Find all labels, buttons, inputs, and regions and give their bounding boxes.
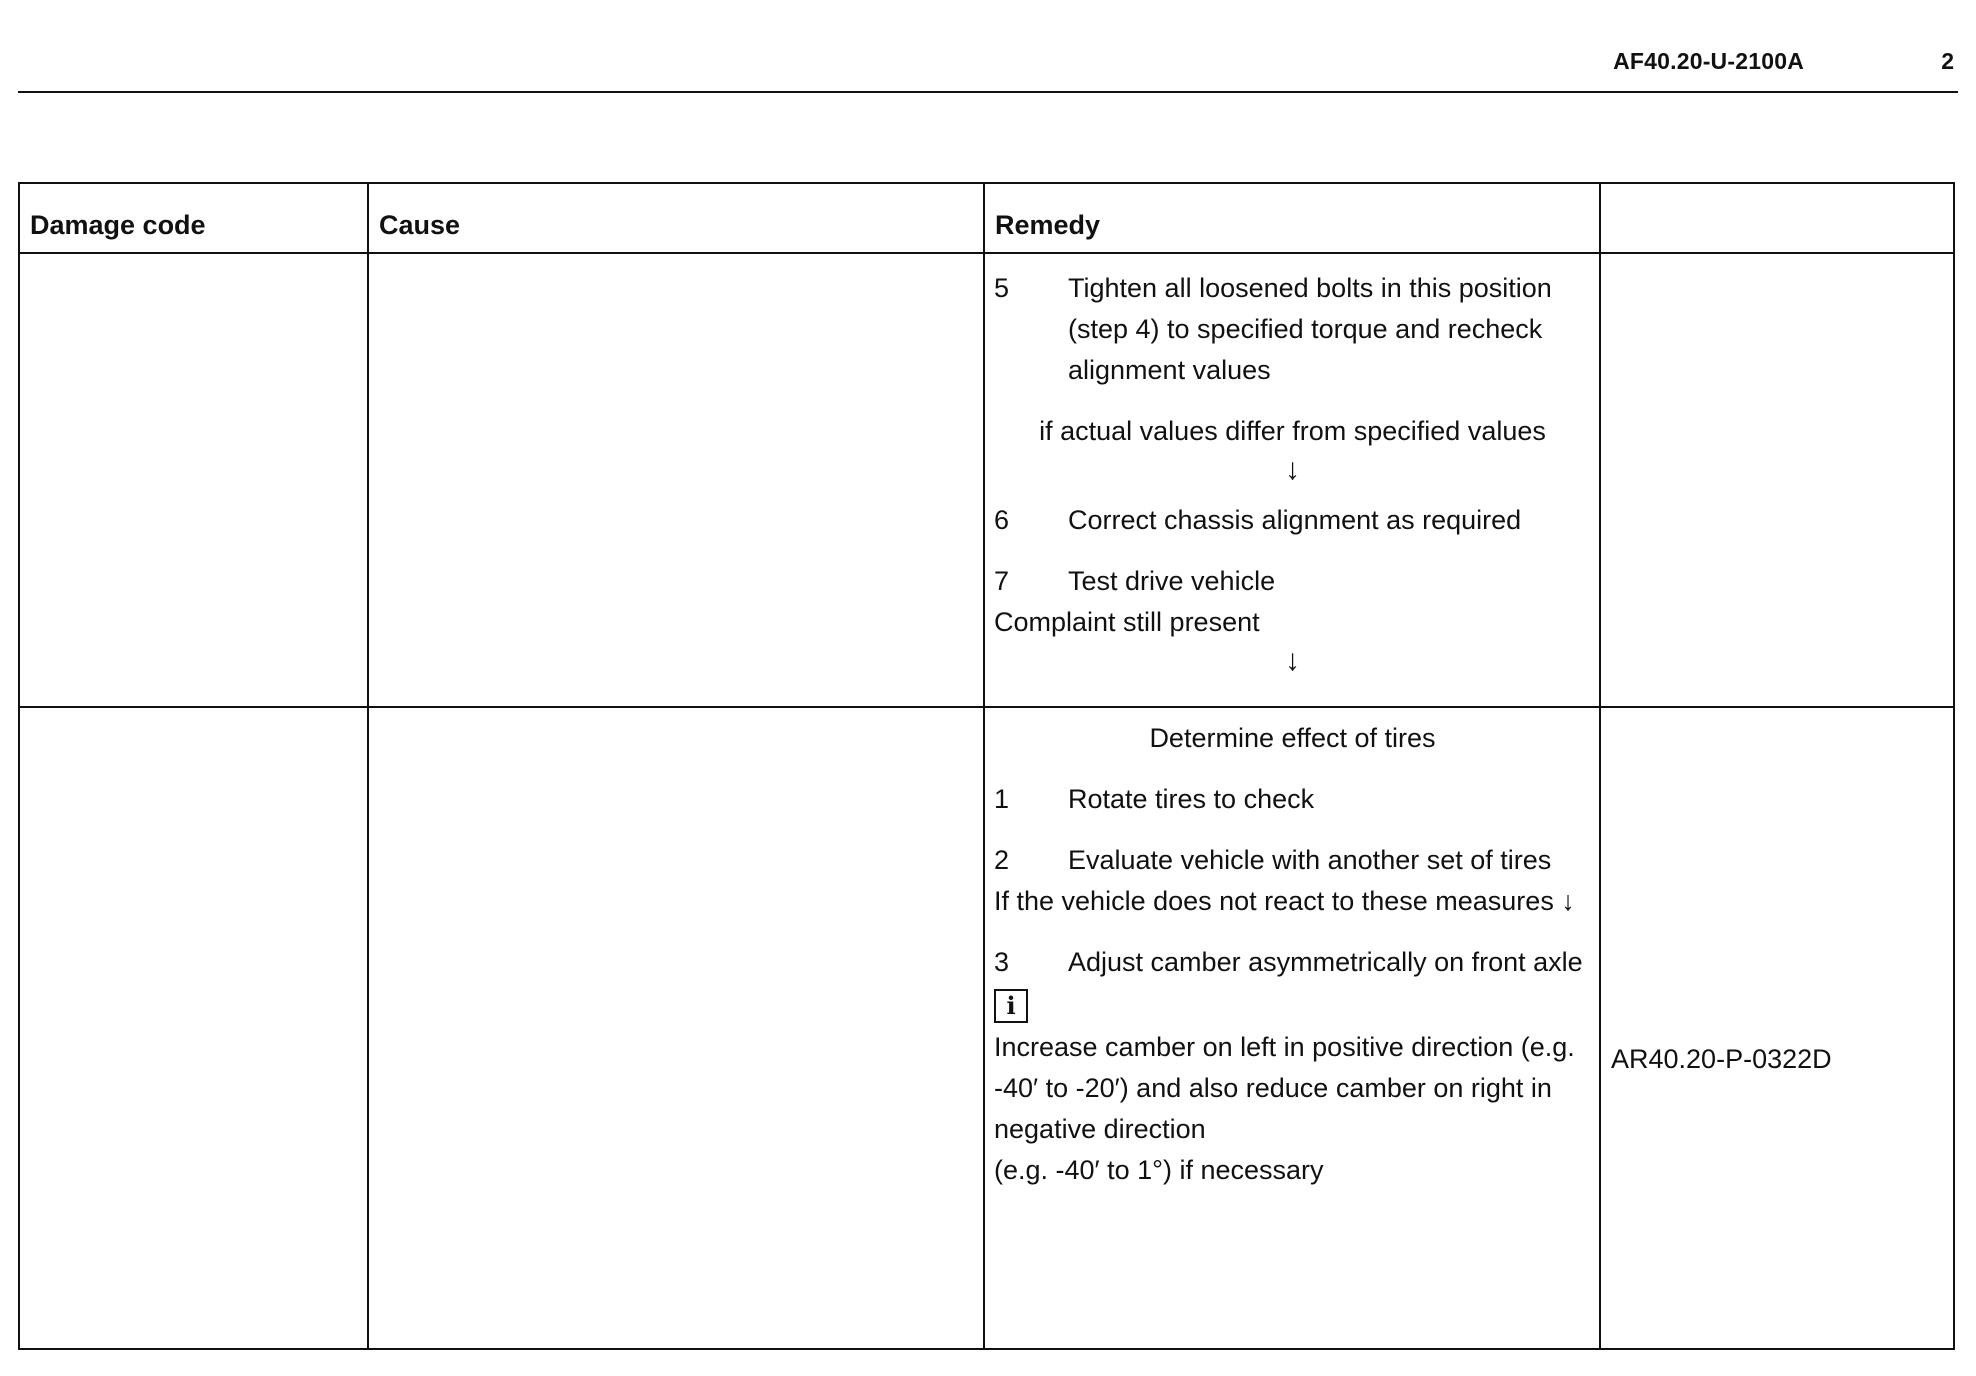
info-icon: i: [994, 989, 1028, 1023]
step-number: 6: [994, 505, 1010, 535]
damage-code-cell: [19, 707, 368, 1349]
column-header-damage-code: Damage code: [19, 183, 368, 253]
remedy-step: [994, 942, 1591, 983]
cause-cell: [368, 253, 984, 707]
header-rule: [18, 91, 1958, 93]
down-arrow-icon: ↓: [1285, 644, 1300, 677]
table-header-row: [19, 183, 1954, 253]
step-text: Test drive vehicle: [1068, 566, 1276, 596]
reference-cell: [1600, 253, 1954, 707]
remedy-step: [994, 840, 1591, 881]
step-text: Correct chassis alignment as required: [1068, 505, 1522, 535]
remedy-cell: [984, 253, 1600, 707]
step-text: Tighten all loosened bolts in this position (step 4) to specified torque and recheck alignment values: [1068, 273, 1552, 385]
remedy-step: [994, 500, 1591, 541]
table-row: [19, 253, 1954, 707]
step-number: 1: [994, 784, 1010, 814]
damage-code-cell: [19, 253, 368, 707]
cause-cell: [368, 707, 984, 1349]
step-number: 5: [994, 273, 1010, 303]
step-number: 2: [994, 845, 1010, 875]
remedy-table: [18, 182, 1955, 1350]
step-number: 3: [994, 947, 1010, 977]
document-reference: AR40.20-P-0322D: [1611, 1044, 1832, 1074]
step-number: 7: [994, 566, 1010, 596]
complaint-text: Complaint still present: [994, 607, 1260, 637]
condition-text: If the vehicle does not react to these measures ↓: [994, 886, 1575, 916]
page-number: 2: [1941, 48, 1954, 74]
step-text: Rotate tires to check: [1068, 784, 1315, 814]
remedy-step: [994, 561, 1591, 602]
info-note: Increase camber on left in positive direction (e.g. -40′ to -20′) and also reduce camber on right in negative direction: [994, 1032, 1575, 1144]
info-note-example: (e.g. -40′ to 1°) if necessary: [994, 1155, 1324, 1185]
table-row: [19, 707, 1954, 1349]
step-text: Adjust camber asymmetrically on front axle: [1068, 947, 1583, 977]
column-header-cause: Cause: [368, 183, 984, 253]
condition-text: if actual values differ from specified values: [1039, 416, 1546, 446]
document-number: AF40.20-U-2100A: [1613, 48, 1804, 74]
remedy-step: [994, 779, 1591, 820]
remedy-step: [994, 268, 1591, 391]
reference-cell: [1600, 707, 1954, 1349]
column-header-reference: [1600, 183, 1954, 253]
remedy-cell: [984, 707, 1600, 1349]
section-heading: Determine effect of tires: [1149, 723, 1436, 753]
column-header-remedy: Remedy: [984, 183, 1600, 253]
step-text: Evaluate vehicle with another set of tires: [1068, 845, 1552, 875]
down-arrow-icon: ↓: [1285, 453, 1300, 486]
